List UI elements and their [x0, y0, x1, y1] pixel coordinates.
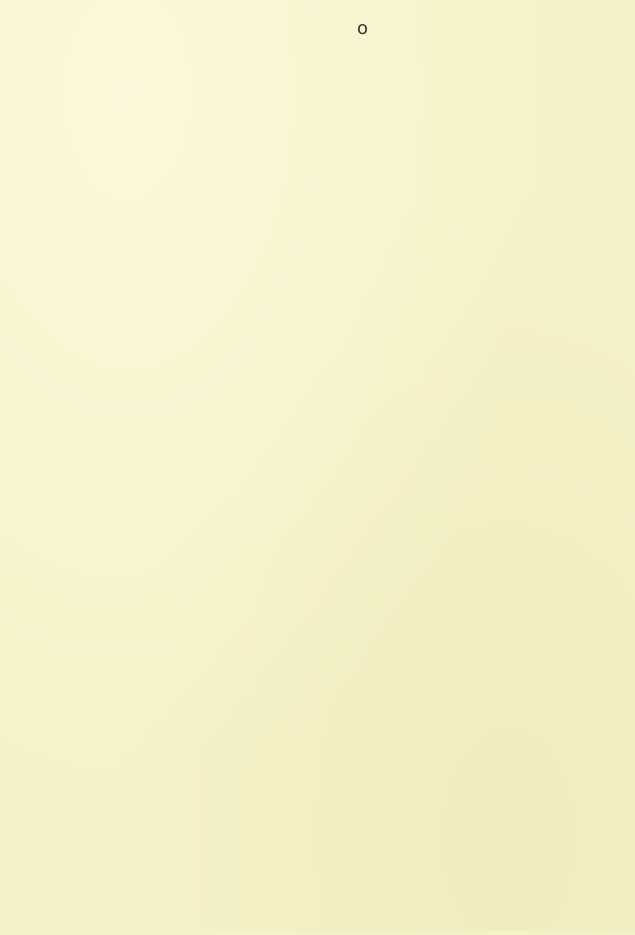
text-line	[14, 853, 622, 880]
text-line	[14, 744, 622, 771]
text-line	[14, 552, 622, 579]
text-line	[14, 607, 622, 634]
text-line	[14, 114, 622, 141]
typewritten-text-block	[14, 4, 622, 935]
text-line	[14, 196, 622, 223]
text-line	[14, 59, 622, 86]
text-line	[14, 360, 622, 387]
text-line	[14, 168, 622, 195]
text-line	[14, 689, 622, 716]
text-line	[14, 31, 622, 58]
text-line	[14, 86, 622, 113]
text-line	[14, 497, 622, 524]
text-line	[14, 4, 622, 31]
text-line	[14, 470, 622, 497]
text-line	[14, 415, 622, 442]
text-line	[14, 716, 622, 743]
text-line	[14, 387, 622, 414]
text-line	[14, 881, 622, 908]
text-line	[14, 223, 622, 250]
text-line	[14, 826, 622, 853]
text-line	[14, 661, 622, 688]
text-line	[14, 798, 622, 825]
text-line	[14, 251, 622, 278]
text-line	[14, 442, 622, 469]
paragraph-start-line	[14, 305, 622, 332]
text-line	[14, 333, 622, 360]
text-line	[14, 579, 622, 606]
text-line	[14, 771, 622, 798]
text-line	[14, 278, 622, 305]
text-line	[14, 141, 622, 168]
handwritten-circle-mark: o	[357, 18, 369, 39]
text-line	[14, 524, 622, 551]
text-line	[14, 634, 622, 661]
